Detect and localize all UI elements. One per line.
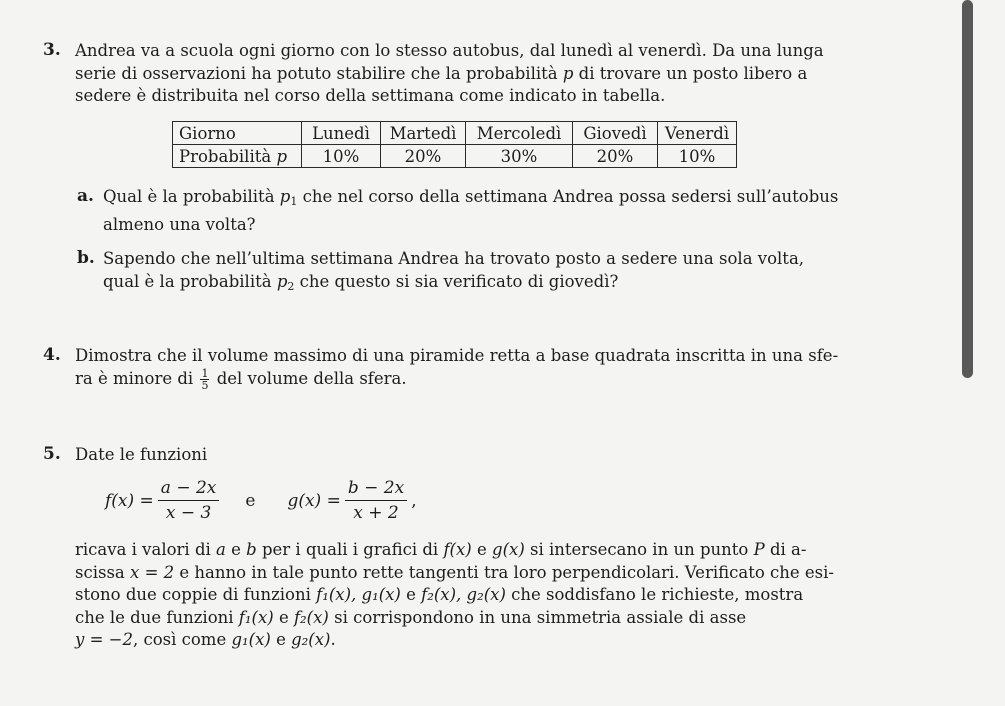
table-cell: Giorno — [173, 122, 302, 145]
g-denominator: x + 2 — [353, 503, 399, 523]
exercise-text — [75, 345, 885, 391]
text-span: del volume della sfera. — [216, 368, 407, 388]
text-span: si intersecano in un punto — [530, 540, 749, 559]
text-span: ra è minore di — [75, 368, 194, 388]
text-span: Qual è la probabilità — [103, 187, 275, 206]
variable-p1 — [280, 187, 298, 206]
subscript: 2 — [287, 279, 295, 293]
exercise-text — [75, 539, 885, 652]
text-line: Sapendo che nell’ultima settimana Andrea ha trovato posto a sedere una sola volta, — [103, 249, 805, 268]
table-row — [173, 145, 737, 168]
f-lhs: f(x) = — [105, 490, 154, 511]
g-lhs: g(x) = — [287, 490, 341, 511]
text-line — [75, 607, 885, 630]
table-cell — [173, 145, 302, 168]
text-span: e hanno in tale punto rette tangenti tra loro perpendicolari. Verificato che esi- — [179, 562, 834, 582]
table-cell: 20% — [573, 145, 658, 168]
table-cell: Giovedì — [573, 122, 658, 145]
text-span: e — [406, 585, 416, 604]
table-cell: Venerdì — [658, 122, 737, 145]
text-span: per i quali i grafici di — [261, 540, 439, 559]
text-span: e — [276, 630, 286, 649]
table-cell: Lunedì — [302, 122, 381, 145]
function-f1: f₁(x) — [238, 607, 274, 627]
variable-p: p — [276, 146, 287, 166]
text-span: di a- — [769, 540, 807, 559]
table-cell: 10% — [302, 145, 381, 168]
variable-name: p — [276, 271, 288, 291]
text-span: serie di osservazioni ha potuto stabilire che la probabilità — [75, 63, 558, 83]
f-numerator: a − 2x — [158, 478, 220, 501]
text-line: Dimostra che il volume massimo di una piramide retta a base quadrata inscritta in una sfe- — [75, 346, 839, 365]
g-numerator: b − 2x — [345, 478, 407, 501]
text-span: scissa — [75, 562, 125, 582]
text-span: di trovare un posto libero a — [578, 63, 808, 83]
subquestion-a-text — [103, 186, 883, 236]
exercise-number: 5. — [43, 444, 61, 464]
text-span: si corrispondono in una simmetria assiale di asse — [334, 607, 747, 627]
text-line — [75, 63, 885, 86]
row-label: Probabilità — [179, 146, 272, 166]
subquestion-b-label: b. — [77, 248, 95, 268]
function-f: f(x) — [443, 540, 472, 559]
text-line: sedere è distribuita nel corso della settimana come indicato in tabella. — [75, 86, 666, 105]
text-line — [75, 368, 885, 391]
text-line — [103, 271, 883, 299]
table-row — [173, 122, 737, 145]
f-denominator: x − 3 — [165, 503, 212, 523]
fraction-one-fifth — [200, 368, 209, 391]
table-cell: 30% — [466, 145, 573, 168]
punctuation: , — [411, 490, 417, 511]
text-line: almeno una volta? — [103, 214, 256, 234]
table-cell: 10% — [658, 145, 737, 168]
text-span: e — [231, 540, 241, 559]
scrollbar-thumb[interactable] — [962, 0, 973, 378]
text-line: Andrea va a scuola ogni giorno con lo stesso autobus, dal lunedì al venerdì. Da una lunga — [75, 41, 824, 60]
equation-y: y = −2 — [75, 630, 133, 649]
exercise-number: 3. — [43, 40, 61, 60]
text-span: che soddisfano le richieste, mostra — [511, 585, 804, 604]
text-span: . — [330, 630, 336, 649]
text-span: e — [477, 540, 487, 559]
text-span: che le due funzioni — [75, 607, 234, 627]
text-span: ricava i valori di — [75, 540, 211, 559]
function-definitions — [105, 478, 417, 523]
function-f2: f₂(x) — [293, 607, 329, 627]
f-fraction — [158, 478, 220, 523]
text-line — [75, 584, 885, 607]
equation-x: x = 2 — [130, 562, 175, 582]
variable-name: p — [279, 187, 291, 206]
exercise-number: 4. — [43, 345, 61, 365]
function-g2: g₂(x) — [291, 630, 331, 649]
table-cell: Martedì — [381, 122, 466, 145]
subquestion-b-text — [103, 248, 883, 298]
g-fraction — [345, 478, 407, 523]
text-span: che nel corso della settimana Andrea possa sedersi sull’autobus — [302, 187, 839, 206]
function-pair-2: f₂(x), g₂(x) — [421, 585, 506, 604]
exercise-intro: Date le funzioni — [75, 445, 208, 464]
text-line — [75, 539, 885, 562]
probability-table — [172, 121, 737, 168]
variable-a: a — [216, 540, 226, 559]
text-span: che questo si sia verificato di giovedì? — [299, 271, 619, 291]
subquestion-a-label: a. — [77, 186, 94, 206]
function-g1: g₁(x) — [231, 630, 271, 649]
fraction-numerator: 1 — [201, 366, 209, 380]
conjunction: e — [245, 490, 256, 511]
text-span: stono due coppie di funzioni — [75, 585, 311, 604]
text-line — [75, 629, 885, 652]
text-span: , così come — [132, 630, 227, 649]
function-pair-1: f₁(x), g₁(x) — [316, 585, 401, 604]
table-cell: 20% — [381, 145, 466, 168]
text-span: qual è la probabilità — [103, 271, 272, 291]
function-g: g(x) — [492, 540, 525, 559]
text-line — [75, 562, 885, 585]
fraction-denominator: 5 — [201, 378, 209, 392]
table-cell: Mercoledì — [466, 122, 573, 145]
exercise-text — [75, 40, 885, 108]
subscript: 1 — [290, 195, 298, 208]
variable-b: b — [246, 540, 257, 559]
variable-p: p — [562, 63, 574, 83]
variable-p2 — [277, 272, 295, 291]
variable-p-point: P — [753, 540, 765, 559]
text-line — [103, 186, 883, 214]
text-span: e — [278, 607, 289, 627]
